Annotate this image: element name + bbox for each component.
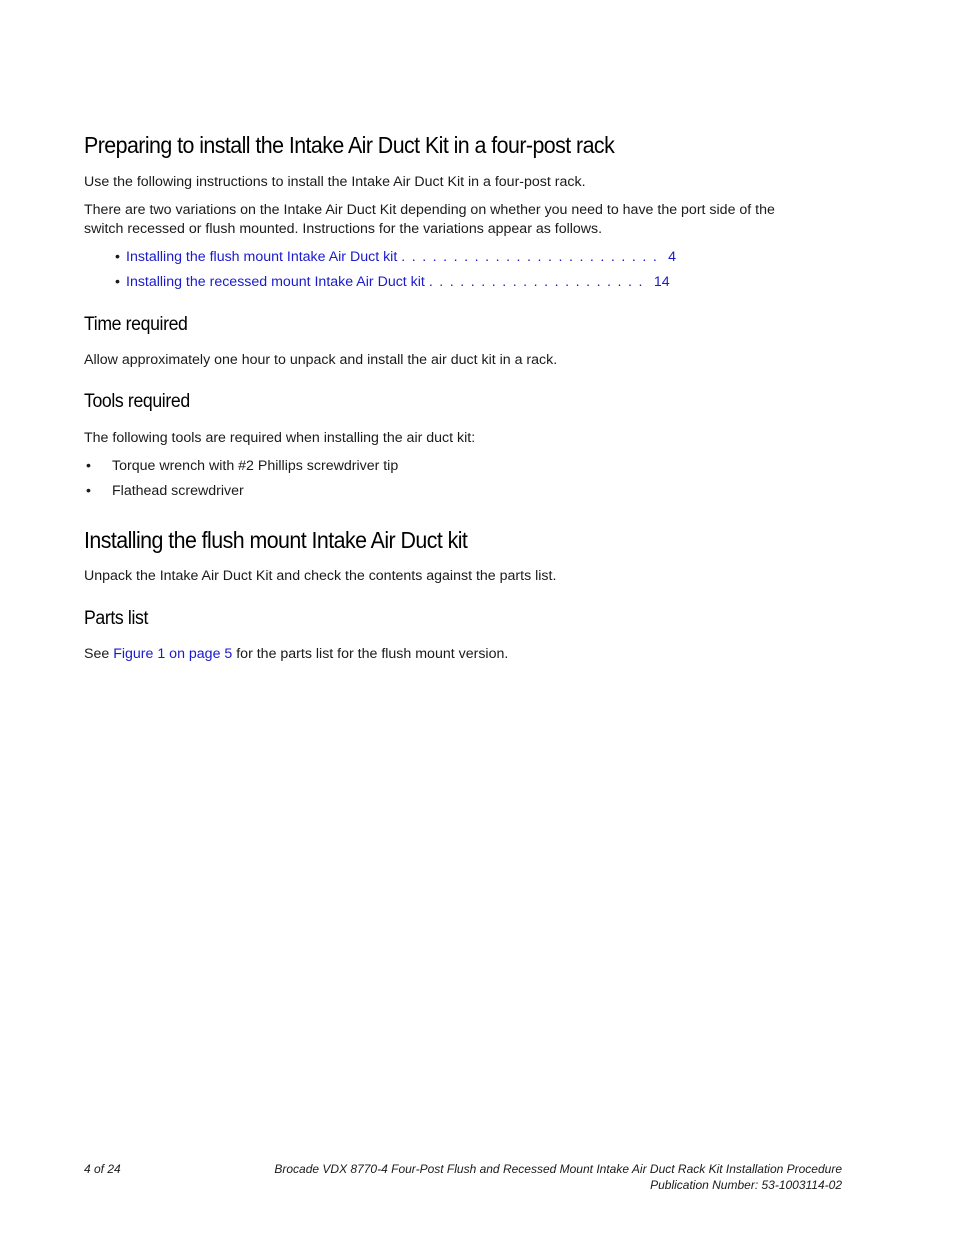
time-paragraph: Allow approximately one hour to unpack and install the air duct kit in a rack. <box>84 352 558 368</box>
section-heading-preparing: Preparing to install the Intake Air Duct Kit in a four-post rack <box>84 132 615 158</box>
toc-leader-dots: . . . . . . . . . . . . . . . . . . . . . . . . . <box>401 249 659 265</box>
parts-paragraph <box>84 645 824 664</box>
subheading-parts-list: Parts list <box>84 608 149 629</box>
subheading-tools-required: Tools required <box>84 391 190 412</box>
toc-bullet: • <box>115 274 120 290</box>
footer-document-title: Brocade VDX 8770-4 Four-Post Flush and Recessed Mount Intake Air Duct Rack Kit Installation Procedure <box>274 1162 842 1176</box>
parts-text-before: See <box>84 646 114 662</box>
list-item-text: Flathead screwdriver <box>112 483 244 499</box>
toc-item-recessed[interactable] <box>115 273 670 292</box>
toc-item-flush[interactable] <box>115 248 676 267</box>
bullet-icon: • <box>86 483 91 499</box>
prep-variations-line-2: switch recessed or flush mounted. Instructions for the variations appear as follows. <box>84 221 603 237</box>
toc-link-recessed[interactable]: Installing the recessed mount Intake Air Duct kit <box>126 274 425 290</box>
toc-page-number[interactable]: 4 <box>668 249 677 265</box>
toc-leader-dots: . . . . . . . . . . . . . . . . . . . . . <box>428 274 644 290</box>
parts-text-after: for the parts list for the flush mount version. <box>232 646 509 662</box>
list-item-text: Torque wrench with #2 Phillips screwdriver tip <box>112 458 399 474</box>
tools-intro-paragraph: The following tools are required when installing the air duct kit: <box>84 430 476 446</box>
prep-variations-line-1: There are two variations on the Intake Air Duct Kit depending on whether you need to have the port side of the <box>84 202 775 218</box>
list-item <box>86 482 244 501</box>
toc-link-flush[interactable]: Installing the flush mount Intake Air Duct kit <box>126 249 398 265</box>
prep-intro-paragraph: Use the following instructions to install the Intake Air Duct Kit in a four-post rack. <box>84 174 586 190</box>
list-item <box>86 457 398 476</box>
footer-publication-number: Publication Number: 53-1003114-02 <box>650 1178 842 1192</box>
bullet-icon: • <box>86 458 91 474</box>
section-heading-flush-mount: Installing the flush mount Intake Air Duct kit <box>84 527 468 553</box>
figure-link[interactable]: Figure 1 on page 5 <box>113 646 233 662</box>
toc-bullet: • <box>115 249 120 265</box>
subheading-time-required: Time required <box>84 314 188 335</box>
footer-page-number: 4 of 24 <box>84 1162 121 1176</box>
flush-paragraph: Unpack the Intake Air Duct Kit and check the contents against the parts list. <box>84 568 557 584</box>
toc-page-number[interactable]: 14 <box>653 274 670 290</box>
